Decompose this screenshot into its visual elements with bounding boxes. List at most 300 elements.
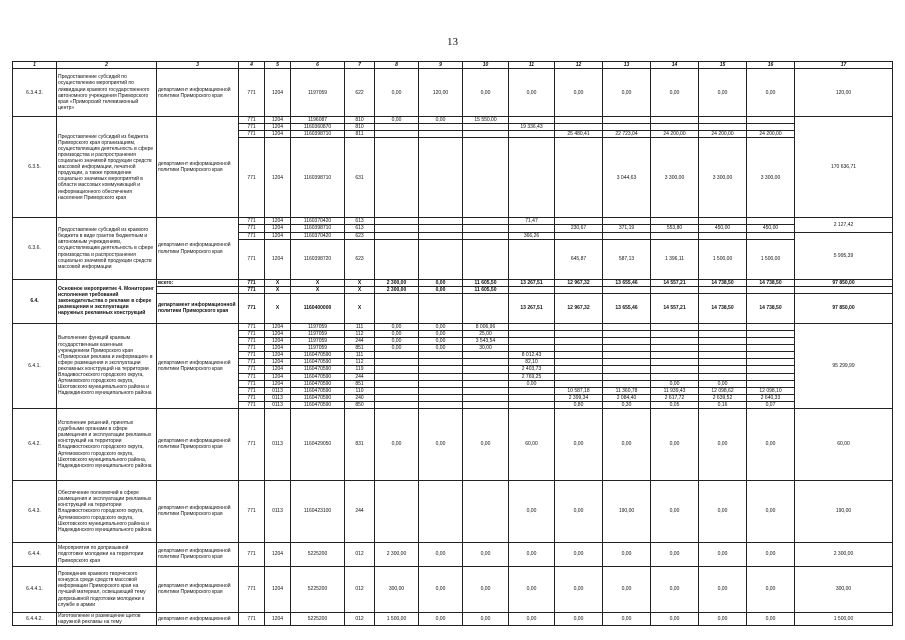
value-cell: 11 605,50 [463, 279, 509, 286]
row-description: Предоставление субсидий из бюджета Приморского края организациям, осуществляющим деятельность в сфере производства и распространения социально значимой продукции средств массовой информации, печатной продукции, а также проведение социально значимых мероприятий в области массовых коммуникаций и информационного обеспечения населения Приморского края [57, 117, 157, 218]
value-cell [651, 124, 699, 131]
value-cell: 10 587,18 [555, 387, 603, 394]
value-cell [747, 366, 795, 373]
value-cell [375, 359, 419, 366]
value-cell [651, 366, 699, 373]
value-cell: 24 200,00 [651, 131, 699, 138]
value-cell [419, 359, 463, 366]
value-cell: 14 738,50 [699, 293, 747, 323]
value-cell: 0,00 [651, 566, 699, 612]
row-department: всего: [157, 279, 239, 286]
value-cell: 1160470590 [291, 394, 345, 401]
row-description: Проведение краевого творческого конкурса среди средств массовой информации Приморского края на лучший материал, освещающий тему допризывной подготовки молодежи к службе в армии [57, 566, 157, 612]
row-code: 6.4.4.2. [13, 612, 57, 625]
value-cell: 771 [239, 232, 265, 239]
table-row [13, 612, 893, 625]
value-cell: 11 939,43 [651, 387, 699, 394]
value-cell: 1197059 [291, 330, 345, 337]
column-number: 1 [13, 62, 57, 69]
value-cell: 1 500,00 [699, 239, 747, 279]
value-cell [747, 218, 795, 225]
value-cell: 771 [239, 366, 265, 373]
value-cell [699, 232, 747, 239]
value-cell [463, 359, 509, 366]
value-cell: 14 738,50 [747, 279, 795, 286]
value-cell: 1204 [265, 69, 291, 117]
column-number: 3 [157, 62, 239, 69]
value-cell: 300,00 [375, 566, 419, 612]
value-cell: 25 480,41 [555, 131, 603, 138]
value-cell: 120,00 [419, 69, 463, 117]
value-cell [603, 232, 651, 239]
value-cell [699, 124, 747, 131]
value-cell: 771 [239, 117, 265, 124]
value-cell: 13 267,51 [509, 279, 555, 286]
value-cell: 1 500,00 [375, 612, 419, 625]
value-cell: 366,26 [509, 232, 555, 239]
value-cell [747, 124, 795, 131]
value-cell: 25,00 [463, 330, 509, 337]
value-cell: 1160398720 [291, 239, 345, 279]
table-row [13, 323, 893, 330]
value-cell: 0113 [265, 408, 291, 480]
total-cell: 5 995,39 [795, 232, 893, 279]
value-cell: 3 300,00 [699, 138, 747, 218]
value-cell: 0,30 [603, 401, 651, 408]
value-cell: 2 399,34 [555, 394, 603, 401]
column-number: 8 [375, 62, 419, 69]
value-cell: 771 [239, 387, 265, 394]
value-cell: 0,00 [603, 542, 651, 566]
value-cell: 771 [239, 373, 265, 380]
value-cell: 1204 [265, 131, 291, 138]
value-cell: 71,47 [509, 218, 555, 225]
value-cell: 771 [239, 124, 265, 131]
value-cell [509, 401, 555, 408]
value-cell [699, 286, 747, 293]
value-cell: 0,00 [375, 323, 419, 330]
value-cell: 3 044,63 [603, 138, 651, 218]
value-cell [509, 394, 555, 401]
value-cell: 0,00 [699, 380, 747, 387]
value-cell [555, 373, 603, 380]
value-cell: 771 [239, 408, 265, 480]
value-cell: 811 [345, 131, 375, 138]
value-cell: 8 006,96 [463, 323, 509, 330]
value-cell [699, 323, 747, 330]
row-description: Исполнение решений, принятых судебными органами в сфере размещения и эксплуатации рекламных конструкций на территории Владивостокского городского округа, Артемовского городского округа, Шкотовского муниципального района, Надеждинского муниципального района [57, 408, 157, 480]
value-cell [419, 352, 463, 359]
value-cell: 82,10 [509, 359, 555, 366]
value-cell: 0,00 [375, 330, 419, 337]
value-cell: 19 336,43 [509, 124, 555, 131]
value-cell [375, 218, 419, 225]
value-cell [463, 387, 509, 394]
value-cell: 2 769,25 [509, 373, 555, 380]
column-number: 9 [419, 62, 463, 69]
value-cell [555, 138, 603, 218]
value-cell [747, 330, 795, 337]
value-cell: 012 [345, 612, 375, 625]
value-cell: 771 [239, 239, 265, 279]
row-description: Мероприятия по допризывной подготовке молодежи на территории Приморского края [57, 542, 157, 566]
value-cell [419, 138, 463, 218]
value-cell [419, 232, 463, 239]
value-cell: 771 [239, 323, 265, 330]
value-cell: 1 500,00 [747, 239, 795, 279]
value-cell: 244 [345, 480, 375, 542]
value-cell: 0,00 [419, 330, 463, 337]
value-cell: 112 [345, 330, 375, 337]
value-cell: 851 [345, 380, 375, 387]
column-number: 11 [509, 62, 555, 69]
value-cell: 2 617,72 [651, 394, 699, 401]
value-cell: 1160400000 [291, 293, 345, 323]
value-cell: 0,00 [419, 117, 463, 124]
value-cell: 60,00 [795, 408, 893, 480]
value-cell: 110 [345, 387, 375, 394]
value-cell: X [345, 293, 375, 323]
value-cell [463, 239, 509, 279]
value-cell [651, 352, 699, 359]
column-number: 16 [747, 62, 795, 69]
value-cell: 771 [239, 401, 265, 408]
value-cell [463, 401, 509, 408]
value-cell: 0,00 [419, 566, 463, 612]
value-cell: 1196087 [291, 117, 345, 124]
value-cell: 0,00 [747, 480, 795, 542]
column-number: 10 [463, 62, 509, 69]
value-cell: 2 300,00 [375, 286, 419, 293]
value-cell: 0,00 [463, 69, 509, 117]
value-cell [555, 218, 603, 225]
value-cell: 1160423100 [291, 480, 345, 542]
row-description: Обеспечение полномочий в сфере размещения и эксплуатации рекламных конструкций на территории Владивостокского городского округа, Артемовского городского округа, Шкотовского муниципального района и Надеждинского муниципального района [57, 480, 157, 542]
value-cell [747, 117, 795, 124]
row-code: 6.4. [13, 279, 57, 323]
value-cell: 14 738,50 [747, 293, 795, 323]
value-cell: 1204 [265, 323, 291, 330]
value-cell: 771 [239, 330, 265, 337]
value-cell: 1160398710 [291, 131, 345, 138]
value-cell [463, 138, 509, 218]
value-cell: 1160470590 [291, 401, 345, 408]
value-cell: 14 738,50 [699, 279, 747, 286]
value-cell [509, 117, 555, 124]
value-cell [463, 373, 509, 380]
value-cell [699, 352, 747, 359]
row-code: 6.3.4.3. [13, 69, 57, 117]
table-row [13, 69, 893, 117]
value-cell: 1197059 [291, 345, 345, 352]
value-cell: 0,00 [699, 408, 747, 480]
value-cell: 2 300,00 [375, 542, 419, 566]
row-description: Предоставление субсидий из краевого бюджета в виде грантов бюджетным и автономным учреждениям, осуществляющим деятельность в сфере производства и распространения социально значимой продукции средств массовой информации [57, 218, 157, 279]
value-cell: 0113 [265, 387, 291, 394]
value-cell: 0113 [265, 480, 291, 542]
value-cell [463, 131, 509, 138]
value-cell [419, 480, 463, 542]
value-cell: 97 850,00 [795, 279, 893, 286]
row-department: департамент информационной политики Приморского края [157, 480, 239, 542]
value-cell: 0,00 [555, 612, 603, 625]
value-cell [509, 286, 555, 293]
value-cell: 0,00 [651, 480, 699, 542]
value-cell: 0,00 [463, 612, 509, 625]
value-cell: 0,00 [555, 542, 603, 566]
value-cell: 613 [345, 225, 375, 232]
value-cell: 1197059 [291, 338, 345, 345]
value-cell: 1204 [265, 542, 291, 566]
value-cell: 1160370420 [291, 218, 345, 225]
value-cell [509, 225, 555, 232]
value-cell: 0,00 [509, 542, 555, 566]
value-cell [747, 345, 795, 352]
value-cell [463, 380, 509, 387]
table-body [13, 62, 893, 626]
value-cell [603, 323, 651, 330]
column-number-row [13, 62, 893, 69]
value-cell [747, 373, 795, 380]
value-cell: 112 [345, 359, 375, 366]
value-cell: 771 [239, 218, 265, 225]
value-cell: 0,05 [651, 401, 699, 408]
value-cell: 0,00 [555, 566, 603, 612]
value-cell [603, 124, 651, 131]
value-cell: 450,00 [699, 225, 747, 232]
value-cell: 244 [345, 373, 375, 380]
value-cell: X [291, 286, 345, 293]
value-cell [699, 359, 747, 366]
value-cell: 0,00 [603, 408, 651, 480]
value-cell: 3 543,54 [463, 338, 509, 345]
value-cell [603, 286, 651, 293]
value-cell [463, 232, 509, 239]
value-cell: 771 [239, 359, 265, 366]
value-cell: 0,00 [419, 408, 463, 480]
value-cell: 622 [345, 69, 375, 117]
value-cell [375, 239, 419, 279]
value-cell: 190,00 [795, 480, 893, 542]
table-row [13, 218, 893, 225]
value-cell: 771 [239, 394, 265, 401]
value-cell [555, 117, 603, 124]
value-cell [555, 380, 603, 387]
value-cell: 0,00 [747, 408, 795, 480]
value-cell [555, 352, 603, 359]
row-description: Изготовление и размещение щитов наружной рекламы на тему [57, 612, 157, 625]
value-cell [419, 218, 463, 225]
value-cell: 12 967,32 [555, 279, 603, 286]
value-cell [509, 330, 555, 337]
value-cell [463, 293, 509, 323]
value-cell: 1160360870 [291, 124, 345, 131]
row-department: департамент информационной политики Приморского края [157, 542, 239, 566]
value-cell: 14 557,21 [651, 279, 699, 286]
value-cell: 771 [239, 612, 265, 625]
value-cell: 0,00 [375, 117, 419, 124]
value-cell: 371,19 [603, 225, 651, 232]
value-cell [375, 138, 419, 218]
value-cell [375, 131, 419, 138]
value-cell: 97 850,00 [795, 293, 893, 323]
value-cell: 0,00 [603, 612, 651, 625]
value-cell [463, 394, 509, 401]
value-cell [375, 124, 419, 131]
value-cell [555, 124, 603, 131]
row-code: 6.4.4. [13, 542, 57, 566]
value-cell [651, 359, 699, 366]
value-cell [747, 232, 795, 239]
value-cell: 0,00 [603, 566, 651, 612]
value-cell: 0,00 [651, 380, 699, 387]
value-cell: 244 [345, 338, 375, 345]
value-cell [555, 232, 603, 239]
value-cell: 2 639,52 [699, 394, 747, 401]
value-cell: 0,00 [699, 69, 747, 117]
value-cell [603, 338, 651, 345]
value-cell: 8 012,43 [509, 352, 555, 359]
value-cell [651, 330, 699, 337]
value-cell: 111 [345, 352, 375, 359]
value-cell: 0,00 [651, 408, 699, 480]
value-cell [699, 338, 747, 345]
value-cell: 771 [239, 380, 265, 387]
value-cell [375, 293, 419, 323]
value-cell [603, 352, 651, 359]
value-cell: X [265, 293, 291, 323]
table-row [13, 408, 893, 480]
value-cell [747, 338, 795, 345]
value-cell: 15 550,00 [463, 117, 509, 124]
value-cell: 1204 [265, 566, 291, 612]
value-cell: 24 200,00 [747, 131, 795, 138]
value-cell: 2 640,33 [747, 394, 795, 401]
value-cell: 1160470590 [291, 366, 345, 373]
value-cell: 831 [345, 408, 375, 480]
row-code: 6.4.2. [13, 408, 57, 480]
value-cell: 0,00 [375, 408, 419, 480]
value-cell: 012 [345, 566, 375, 612]
value-cell [651, 218, 699, 225]
value-cell [603, 380, 651, 387]
value-cell: 450,00 [747, 225, 795, 232]
value-cell [651, 373, 699, 380]
value-cell [419, 373, 463, 380]
value-cell [375, 380, 419, 387]
value-cell: 771 [239, 566, 265, 612]
value-cell: 13 655,46 [603, 293, 651, 323]
value-cell: 12 098,10 [747, 387, 795, 394]
value-cell: 5225200 [291, 612, 345, 625]
row-department: департамент информационной политики Приморского края [157, 566, 239, 612]
value-cell: 771 [239, 225, 265, 232]
value-cell: 0,00 [699, 566, 747, 612]
value-cell: 0,00 [651, 69, 699, 117]
value-cell: 1160470590 [291, 373, 345, 380]
value-cell [463, 225, 509, 232]
value-cell: 13 267,51 [509, 293, 555, 323]
value-cell [419, 380, 463, 387]
value-cell [651, 338, 699, 345]
value-cell: 0,00 [509, 69, 555, 117]
budget-table [12, 61, 893, 626]
value-cell [555, 286, 603, 293]
value-cell: 587,13 [603, 239, 651, 279]
value-cell: 60,00 [509, 408, 555, 480]
value-cell: 1204 [265, 225, 291, 232]
value-cell: 1197059 [291, 69, 345, 117]
value-cell [509, 387, 555, 394]
value-cell [603, 359, 651, 366]
value-cell: 1204 [265, 345, 291, 352]
value-cell: 645,87 [555, 239, 603, 279]
value-cell: 623 [345, 239, 375, 279]
value-cell: 3 300,00 [651, 138, 699, 218]
value-cell: 771 [239, 480, 265, 542]
column-number: 2 [57, 62, 157, 69]
value-cell: X [345, 279, 375, 286]
value-cell: 1197059 [291, 323, 345, 330]
value-cell: 14 557,21 [651, 293, 699, 323]
row-description: Основное мероприятие 4. Мониторинг исполнения требований законодательства о рекламе в сфере размещения и эксплуатации наружных рекламных конструкций [57, 279, 157, 323]
value-cell: 0,07 [747, 401, 795, 408]
value-cell: 771 [239, 131, 265, 138]
value-cell [375, 373, 419, 380]
value-cell [555, 366, 603, 373]
value-cell: 1160470590 [291, 380, 345, 387]
value-cell: 0,00 [419, 542, 463, 566]
row-department: департамент информационной [157, 612, 239, 625]
value-cell: 1204 [265, 239, 291, 279]
value-cell [747, 352, 795, 359]
value-cell [463, 366, 509, 373]
value-cell: 0,80 [555, 401, 603, 408]
value-cell: 771 [239, 138, 265, 218]
value-cell: 22 723,04 [603, 131, 651, 138]
value-cell [509, 138, 555, 218]
value-cell: 0,00 [375, 338, 419, 345]
value-cell [699, 366, 747, 373]
table-row [13, 117, 893, 124]
value-cell: 2 300,00 [375, 279, 419, 286]
value-cell [603, 345, 651, 352]
value-cell: 771 [239, 286, 265, 293]
value-cell: 0,00 [509, 566, 555, 612]
value-cell: 0,00 [463, 542, 509, 566]
row-department [157, 286, 239, 293]
value-cell: 2 300,00 [795, 542, 893, 566]
value-cell: 0,00 [699, 542, 747, 566]
row-department: департамент информационной политики Приморского края [157, 117, 239, 218]
value-cell: 1204 [265, 117, 291, 124]
value-cell: 3 300,00 [747, 138, 795, 218]
row-department: департамент информационной политики Приморского края [157, 293, 239, 323]
value-cell: 0113 [265, 394, 291, 401]
value-cell [419, 293, 463, 323]
value-cell: 1204 [265, 138, 291, 218]
row-department: департамент информационной политики Приморского края [157, 69, 239, 117]
value-cell [795, 286, 893, 293]
value-cell: 0,00 [699, 480, 747, 542]
value-cell: 631 [345, 138, 375, 218]
value-cell: 11 360,78 [603, 387, 651, 394]
value-cell: 771 [239, 345, 265, 352]
value-cell: X [265, 286, 291, 293]
row-code: 6.3.5. [13, 117, 57, 218]
value-cell: 0,00 [555, 408, 603, 480]
value-cell: 240 [345, 394, 375, 401]
